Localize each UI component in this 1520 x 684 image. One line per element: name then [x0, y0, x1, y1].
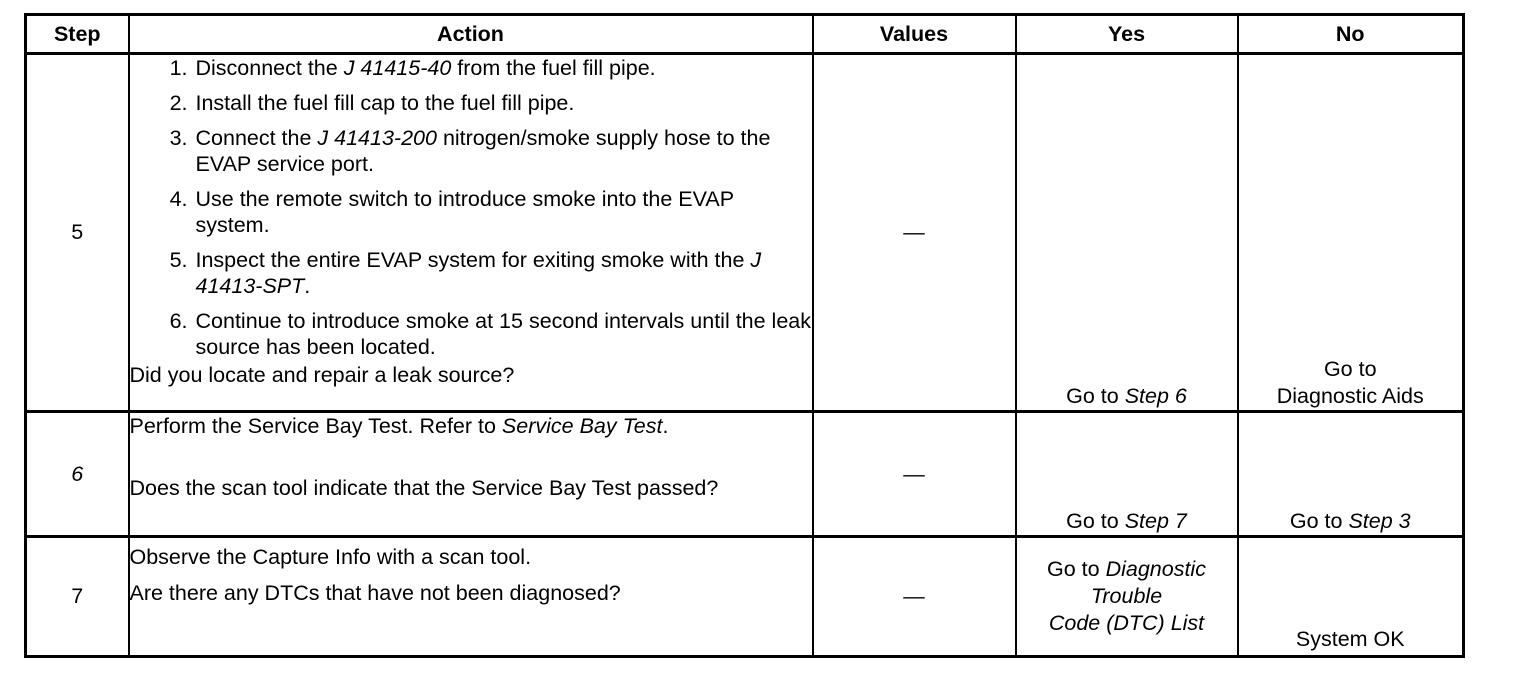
- tool-reference: J 41415-40: [343, 56, 452, 80]
- list-item: 4. Use the remote switch to introduce smoke into the EVAP system.: [169, 187, 734, 237]
- values-cell: [813, 537, 1016, 657]
- step-link: Step 3: [1348, 509, 1411, 533]
- header-row: [26, 15, 1464, 54]
- action-steps-list: [130, 55, 812, 360]
- header-step: Step: [26, 15, 129, 54]
- question-text: Did you locate and repair a leak source?: [129, 363, 515, 387]
- values-dash: —: [903, 220, 925, 244]
- list-item: 3. Connect the J 41413-200 nitrogen/smoke supply hose to the EVAP service port.: [169, 126, 771, 176]
- table-row-step-5: [26, 54, 1464, 412]
- question-text: Are there any DTCs that have not been diagnosed?: [129, 581, 621, 605]
- instruction-text: Observe the Capture Info with a scan tool.: [129, 545, 532, 569]
- step-number: 5: [26, 54, 129, 412]
- action-cell: [129, 54, 813, 412]
- tool-reference: J 41413-SPT: [195, 248, 762, 298]
- list-item: 2. Install the fuel fill cap to the fuel fill pipe.: [169, 91, 575, 115]
- table-row-step-6: [26, 412, 1464, 537]
- tool-reference: J 41413-200: [317, 126, 437, 150]
- procedure-reference: Service Bay Test: [501, 414, 663, 438]
- dtc-list-link: Code (DTC) List: [1048, 611, 1205, 635]
- action-cell: [129, 412, 813, 537]
- no-cell: Go to Step 3: [1238, 412, 1464, 537]
- table-row-step-7: [26, 537, 1464, 657]
- header-yes: Yes: [1016, 15, 1238, 54]
- yes-cell: Go to Step 7: [1016, 412, 1238, 537]
- values-dash: —: [903, 461, 925, 486]
- list-item: 5. Inspect the entire EVAP system for exiting smoke with the J 41413-SPT.: [169, 248, 762, 298]
- no-cell: System OK: [1238, 537, 1464, 657]
- diagnostic-table: [24, 13, 1465, 658]
- action-cell: [129, 537, 813, 657]
- step-number: 6: [26, 412, 129, 537]
- yes-cell: Go to Step 6: [1016, 54, 1238, 412]
- header-values: Values: [813, 15, 1016, 54]
- question-text: Does the scan tool indicate that the Service Bay Test passed?: [129, 476, 719, 500]
- diagnostic-aids-link: Diagnostic Aids: [1276, 384, 1424, 408]
- values-dash: —: [903, 584, 925, 608]
- step-link: Step 6: [1124, 384, 1187, 408]
- diagnostic-table-page: [24, 13, 1462, 658]
- header-no: No: [1238, 15, 1464, 54]
- no-cell: Go to Diagnostic Aids: [1238, 54, 1464, 412]
- list-item: 6. Continue to introduce smoke at 15 second intervals until the leak source has been located.: [169, 309, 812, 359]
- values-cell: [813, 54, 1016, 412]
- step-number: 7: [26, 537, 129, 657]
- values-cell: [813, 412, 1016, 537]
- instruction-text: Perform the Service Bay Test. Refer to Service Bay Test.: [129, 414, 669, 438]
- step-link: Step 7: [1124, 509, 1187, 533]
- list-item: 1. Disconnect the J 41415-40 from the fuel fill pipe.: [169, 56, 656, 80]
- yes-cell: Go to Diagnostic Trouble Code (DTC) List: [1016, 537, 1238, 657]
- header-action: Action: [129, 15, 813, 54]
